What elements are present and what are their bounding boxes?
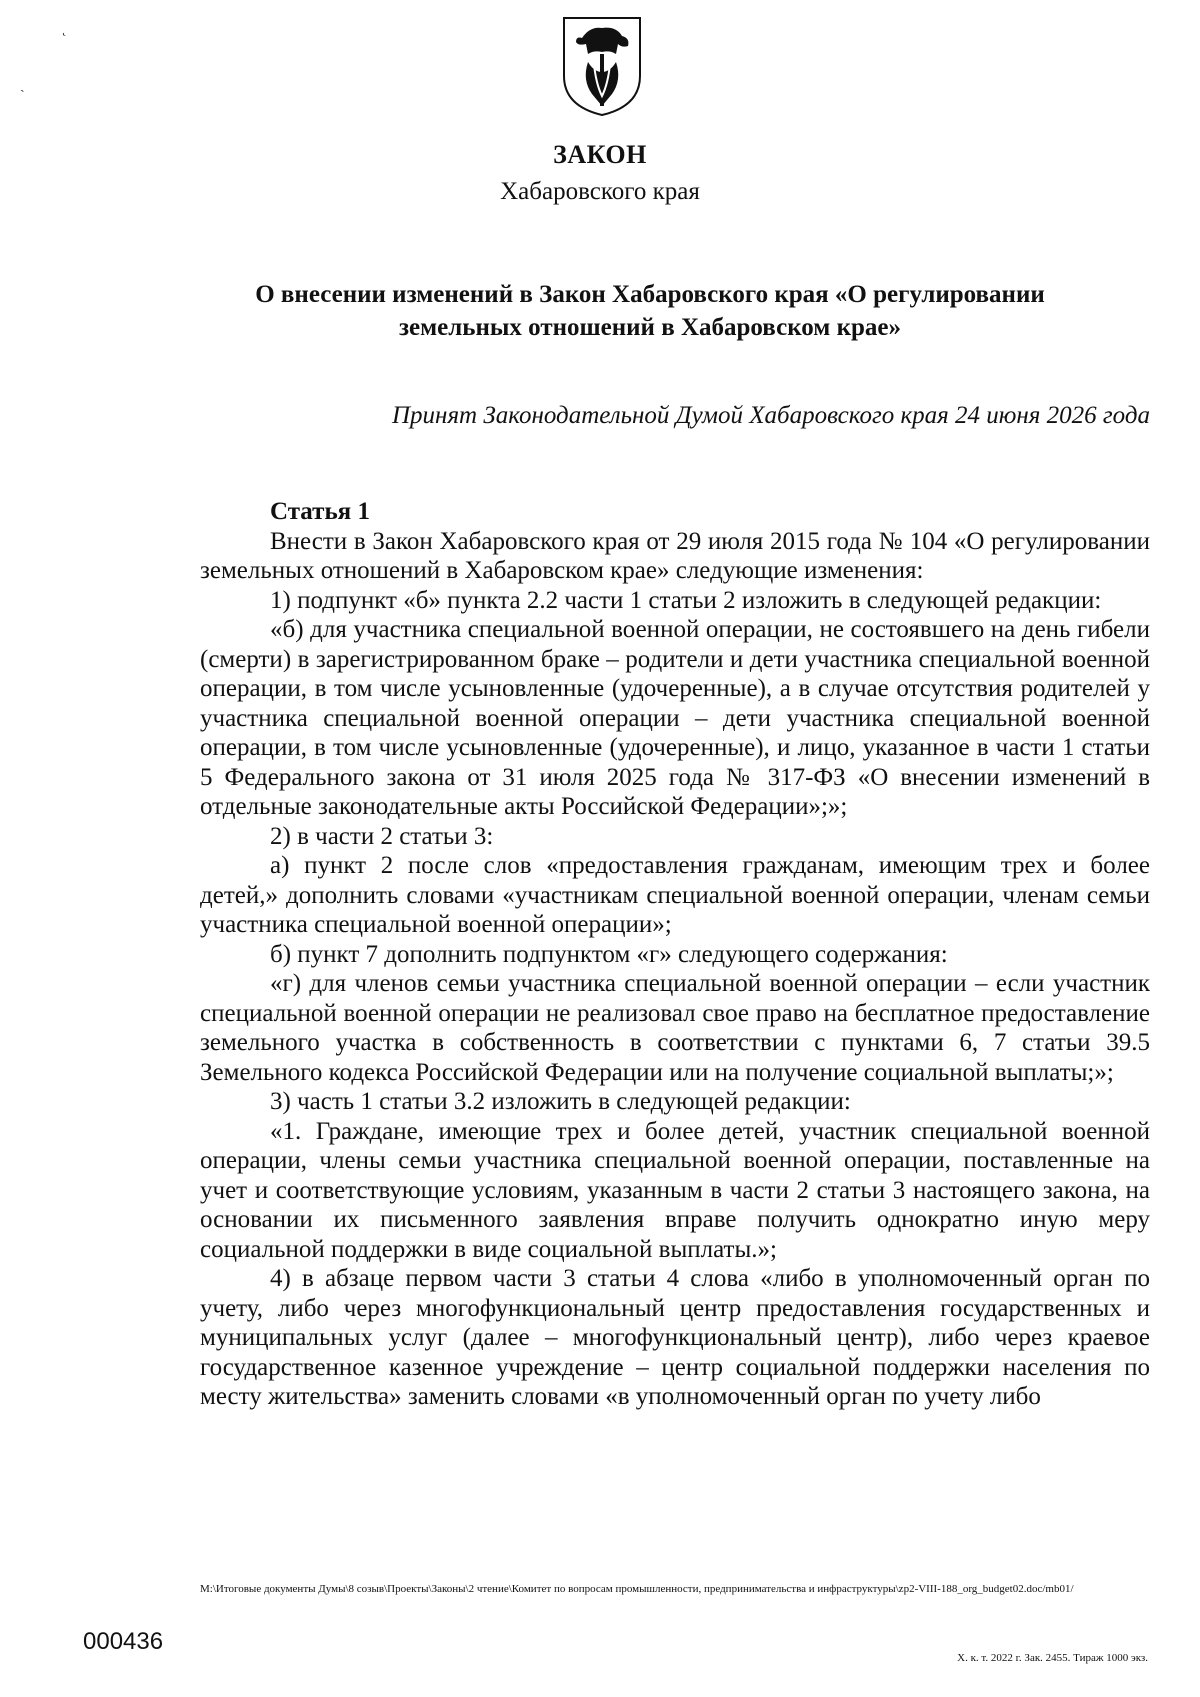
- law-title-line: земельных отношений в Хабаровском крае»: [399, 314, 901, 341]
- paragraph: б) пункт 7 дополнить подпунктом «г» следующего содержания:: [270, 940, 948, 968]
- paragraph: 4) в абзаце первом части 3 статьи 4 слова «либо в уполномоченный орган по учету, либо через многофункциональный центр предоставления государственных и муниципальных услуг (далее – многофункциональный центр), либо через краевое государственное казенное учреждение – центр социальной поддержки населения по месту жительства» заменить словами «в уполномоченный орган по учету либо: [200, 1265, 1150, 1410]
- paragraph: Внести в Закон Хабаровского края от 29 июля 2015 года № 104 «О регулировании земельных отношений в Хабаровском крае» следующие изменения:: [200, 527, 1150, 584]
- adoption-note: Принят Законодательной Думой Хабаровского края 24 июня 2026 года: [391, 402, 1150, 429]
- document-code: 000436: [83, 1628, 164, 1655]
- region-subtitle: Хабаровского края: [500, 178, 700, 205]
- scan-speck: ˏ: [20, 78, 25, 93]
- print-info: Х. к. т. 2022 г. Зак. 2455. Тираж 1000 экз.: [957, 1652, 1148, 1664]
- coat-of-arms-emblem: [560, 14, 644, 118]
- law-title: [150, 278, 1150, 344]
- paragraph: 1) подпункт «б» пункта 2.2 части 1 статьи 2 изложить в следующей редакции:: [270, 586, 1102, 614]
- paragraph: «б) для участника специальной военной операции, не состоявшего на день гибели (смерти) в зарегистрированном браке – родители и дети участника специальной военной операции, в том числе усыновленные (удочеренные), а в случае отсутствия родителей у участника специальной военной операции – дети участника специальной военной операции, в том числе усыновленные (удочеренные), и лицо, указанное в части 1 статьи 5 Федерального закона от 31 июля 2025 года № 317-ФЗ «О внесении изменений в отдельные законодательные акты Российской Федерации»;»;: [200, 616, 1150, 820]
- article-heading: Статья 1: [270, 498, 370, 525]
- scan-speck: ˛: [62, 22, 67, 37]
- law-title-line: О внесении изменений в Закон Хабаровского края «О регулировании: [255, 281, 1045, 308]
- law-body: [200, 497, 1150, 1412]
- paragraph: «г) для членов семьи участника специальной военной операции – если участник специальной военной операции не реализовал свое право на бесплатное предоставление земельного участка в собственность в соответствии с пунктами 6, 7 статьи 39.5 Земельного кодекса Российской Федерации или на получение социальной выплаты;»;: [200, 970, 1150, 1086]
- paragraph: а) пункт 2 после слов «предоставления гражданам, имеющим трех и более детей,» дополнить словами «участникам специальной военной операции, членам семьи участника специальной военной операции»;: [200, 852, 1150, 938]
- file-path-footer: М:\Итоговые документы Думы\8 созыв\Проекты\Законы\2 чтение\Комитет по вопросам промышленности, предпринимательства и инфраструктуры\zp2-VIII-188_org_budget02.doc/mb01/: [200, 1583, 1074, 1595]
- paragraph: «1. Граждане, имеющие трех и более детей, участник специальной военной операции, члены семьи участника специальной военной операции, поставленные на учет и соответствующие условиям, указанным в части 2 статьи 3 настоящего закона, на основании их письменного заявления вправе получить однократно иную меру социальной поддержки в виде социальной выплаты.»;: [200, 1117, 1150, 1263]
- paragraph: 2) в части 2 статьи 3:: [270, 822, 494, 850]
- paragraph: 3) часть 1 статьи 3.2 изложить в следующей редакции:: [270, 1088, 851, 1115]
- document-type: ЗАКОН: [553, 140, 647, 169]
